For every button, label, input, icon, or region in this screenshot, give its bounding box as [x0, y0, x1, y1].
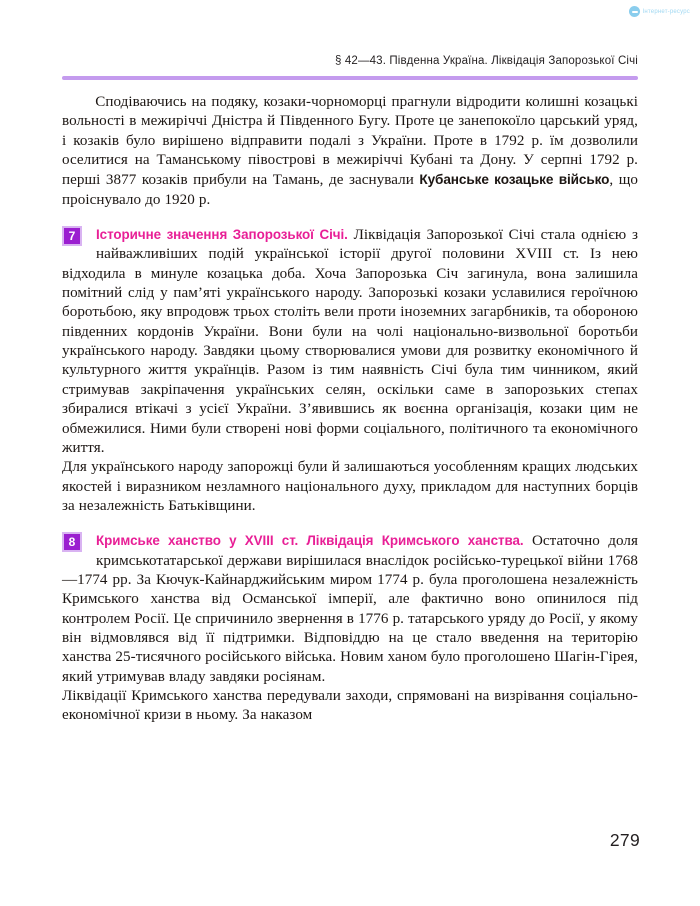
- section-7-paragraph-2: Для українського народу запорожці були й залишаються уособленням кращих людських якостей і виразником незламного національного духу, прикладом для наступних борців за незалежність Батьківщини.: [62, 459, 638, 514]
- watermark-label: Інтернет-ресурс: [642, 8, 690, 15]
- intro-text-part2: , що проіснувало до 1920 р.: [62, 172, 638, 208]
- section-8-paragraph-2: Ліквідації Кримського ханства передували заходи, спрямовані на визрівання соціально-економічної кризи в ньому. За наказом: [62, 687, 638, 724]
- section-8: [62, 531, 638, 725]
- section-8-body-1: Остаточно доля кримськотатарської держави вирішилася внаслідок російсько-турецької війни 1768—1774 рр. За Кючук-Кайнарджийським миром 1774 р. була проголошена незалежність Кримського ханства від Османської імперії, але фактично воно опинилося під контролем Росії. Це спричинило звернення в 1776 р. татарського уряду до Росії, у якому він відмовлявся від її підтримки. Відповіддю на це стало введення на територію ханства 25-тисячного російського війська. Новим ханом було проголошено Шагін-Гірея, який утримував владу завдяки росіянам.: [62, 533, 638, 685]
- intro-paragraph: [62, 93, 638, 210]
- section-7-paragraph-1: [62, 225, 638, 458]
- section-7-body-1: Ліквідація Запорозької Січі стала однією з найважливіших подій української історії другої половини XVIII ст. Із нею відходила в минуле козацька доба. Хоча Запорозька Січ загинула, вона залишила помітний слід у пам’яті українського народу. Запорозькі козаки уславилися героїчною боротьбою, яку впродовж трьох століть вели проти іноземних загарбників, та обороною південних кордонів України. Вони були на чолі національно-визвольної боротьби українського народу. Завдяки цьому створювалися умови для розвитку економічного й культурного життя українців. Разом із тим наявність Січі була тим чинником, який стримував закріпачення українських селян, оскільки саме в запорозьких степах збиралися втікачі з усієї України. З’явившись як воєнна організація, козаки цим не обмежилися. Ними були створені нові форми соціального, політичного та економічного життя.: [62, 227, 638, 456]
- section-8-heading: Кримське ханство у XVIII ст. Ліквідація Кримського ханства.: [96, 533, 524, 549]
- section-number-badge: 8: [62, 532, 82, 552]
- header-divider-rule: [62, 76, 638, 80]
- site-watermark: [629, 6, 690, 17]
- section-number-badge: 7: [62, 226, 82, 246]
- page-number: 279: [609, 830, 640, 850]
- intro-text-part1: Сподіваючись на подяку, козаки-чорноморці прагнули відродити колишні козацькі вольності в межиріччі Дністра й Південного Бугу. Проте це занепокоїло царський уряд, і козаків було вирішено відправити подалі з України. Проте в 1792 р. їм дозволили оселитися на Таманському півострові в межиріччі Кубані та Дону. У серпні 1792 р. перші 3877 козаків прибули на Тамань, де заснували: [62, 94, 638, 189]
- circle-badge-icon: [629, 6, 640, 17]
- page-content: [62, 93, 638, 726]
- section-7-heading: Історичне значення Запорозької Січі.: [96, 227, 348, 243]
- intro-bold-term: Кубанське козацьке військо: [419, 172, 610, 188]
- running-head: § 42—43. Південна Україна. Ліквідація Запорозької Січі: [334, 55, 638, 67]
- section-7: [62, 225, 638, 516]
- section-8-paragraph-1: [62, 531, 638, 687]
